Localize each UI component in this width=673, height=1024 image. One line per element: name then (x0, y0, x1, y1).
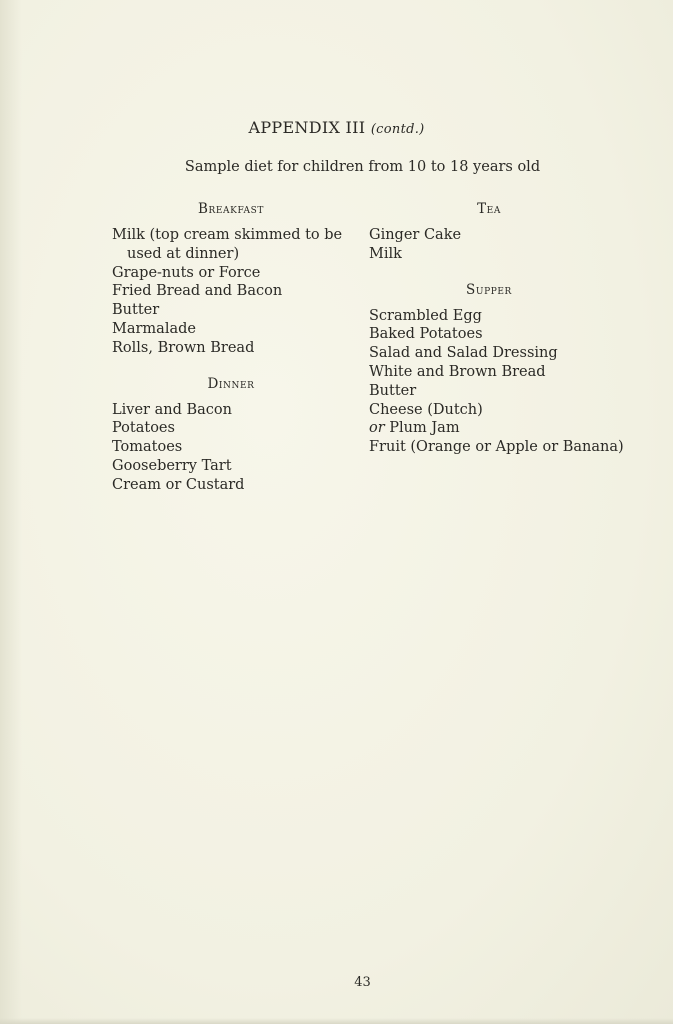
breakfast-item: used at dinner) (127, 245, 240, 262)
dinner-heading: Dinner (207, 375, 255, 392)
dinner-item: Gooseberry Tart (112, 457, 232, 474)
dinner-item: Liver and Bacon (112, 401, 232, 418)
supper-item: Baked Potatoes (369, 326, 483, 343)
supper-item: Salad and Salad Dressing (369, 345, 558, 362)
left-column (112, 200, 362, 495)
breakfast-item: Rolls, Brown Bread (112, 339, 255, 356)
supper-heading: Supper (466, 281, 512, 298)
breakfast-heading: Breakfast (197, 201, 265, 217)
supper-item: Cheese (Dutch) (369, 401, 483, 418)
appendix-header (0, 118, 673, 137)
breakfast-item: Grape-nuts or Force (112, 264, 261, 281)
dinner-item: Tomatoes (112, 439, 183, 456)
page-number: 43 (354, 975, 371, 990)
dinner-item: Potatoes (112, 420, 175, 437)
diet-subtitle: Sample diet for children from 10 to 18 years old (184, 159, 541, 175)
tea-heading: Tea (477, 201, 501, 217)
dinner-item: Cream or Custard (112, 476, 245, 493)
breakfast-item (112, 226, 350, 245)
supper-item: Scrambled Egg (369, 307, 482, 324)
tea-item: Milk (369, 245, 402, 262)
or-connector: or (369, 420, 385, 437)
supper-item: Butter (369, 382, 417, 399)
tea-item: Ginger Cake (369, 227, 462, 243)
supper-item-text: Plum Jam (389, 420, 460, 437)
breakfast-item: Marmalade (112, 320, 196, 337)
supper-item: Fruit (Orange or Apple or Banana) (369, 439, 624, 456)
breakfast-item-text: Milk (top cream skimmed to be (112, 227, 343, 243)
right-column (369, 200, 669, 457)
appendix-title: APPENDIX III (248, 118, 366, 137)
appendix-contd: (contd.) (370, 122, 425, 137)
breakfast-item: Butter (112, 302, 160, 319)
supper-item: White and Brown Bread (369, 363, 546, 380)
supper-item-alternative (369, 419, 669, 438)
breakfast-item: Fried Bread and Bacon (112, 283, 283, 300)
